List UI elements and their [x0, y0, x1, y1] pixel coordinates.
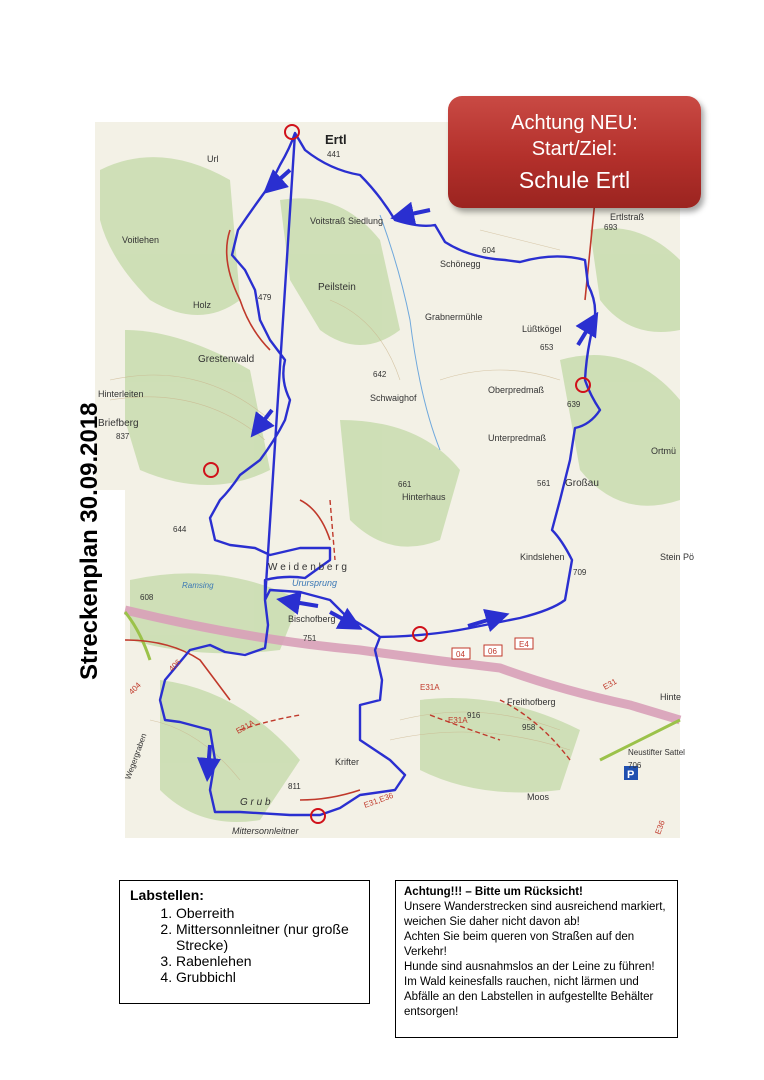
place-ortmuehle: Ortmü [651, 446, 677, 456]
vertical-title: Streckenplan 30.09.2018 [76, 402, 103, 680]
place-schwaighof: Schwaighof [370, 393, 417, 403]
road-label: 06 [488, 647, 497, 656]
warning-box [395, 880, 678, 1038]
elevation-label: 709 [573, 568, 587, 577]
elevation-label: 639 [567, 400, 581, 409]
warning-line: Unsere Wanderstrecken sind ausreichend markiert, weichen Sie daher nicht davon ab! [404, 901, 666, 928]
labstellen-list [130, 905, 359, 985]
place-ertl: Ertl [325, 132, 347, 147]
elevation-label: 751 [303, 634, 317, 643]
elevation-label: 958 [522, 723, 536, 732]
place-ertlstrass: Ertlstraß [610, 212, 645, 222]
place-grub: G r u b [240, 797, 271, 808]
parking-label: P [627, 769, 635, 781]
place-oberpredmass: Oberpredmaß [488, 385, 545, 395]
road-label: E36 [653, 819, 667, 836]
place-luesstkoegel: Lüßtkögel [522, 324, 562, 334]
elevation-label: 661 [398, 480, 412, 489]
place-unterpredmass: Unterpredmaß [488, 433, 547, 443]
elevation-label: 653 [540, 343, 554, 352]
road-label: 04 [456, 650, 465, 659]
place-hinterhaus: Hinterhaus [402, 492, 446, 502]
road-label: E31 [601, 676, 619, 692]
labstelle-item: 2. Mittersonnleitner (nur große Strecke) [176, 921, 359, 953]
place-ramsing: Ramsing [182, 581, 214, 590]
elevation-label: 642 [373, 370, 387, 379]
elevation-label: 479 [258, 293, 272, 302]
place-steinp: Stein Pö [660, 552, 695, 562]
place-grossau: Großau [565, 478, 599, 489]
place-grestenwald: Grestenwald [198, 354, 255, 365]
elevation-label: 916 [467, 711, 481, 720]
elevation-label: 693 [604, 223, 618, 232]
elevation-label: 644 [173, 525, 187, 534]
place-briefberg: Briefberg [98, 418, 139, 429]
warning-line: Achten Sie beim queren von Straßen auf den Verkehr! [404, 931, 635, 958]
labstellen-title: Labstellen: [130, 887, 204, 903]
elevation-label: 608 [140, 593, 154, 602]
place-weidenberg: W e i d e n b e r g [268, 562, 347, 573]
place-hinte: Hinte [660, 692, 682, 702]
elevation-label: 837 [116, 432, 130, 441]
place-grabnermuehle: Grabnermühle [425, 312, 483, 322]
place-voitlehen: Voitlehen [122, 235, 160, 245]
notice-banner [448, 96, 701, 208]
notice-line-1: Achtung NEU: [511, 112, 638, 134]
road-label: E31A [234, 718, 256, 736]
warning-line: Hunde sind ausnahmslos an der Leine zu führen! [404, 961, 655, 973]
place-mittersonnleitner: Mittersonnleitner [232, 826, 299, 836]
place-wegergraben: Wegergraben [123, 732, 149, 781]
road-label: 406 [167, 657, 183, 674]
place-freithofberg: Freithofberg [507, 697, 556, 707]
place-holz: Holz [193, 300, 212, 310]
place-bischofberg: Bischofberg [288, 614, 336, 624]
place-neustifter: Neustifter Sattel [628, 748, 685, 757]
elevation-label: 604 [482, 246, 496, 255]
labstelle-item: 3. Rabenlehen [176, 953, 359, 969]
warning-line: Im Wald keinesfalls rauchen, nicht lärmen und Abfälle an den Labstellen in aufgestellte Behälter entsorgen! [404, 976, 654, 1018]
place-krifter: Krifter [335, 757, 360, 767]
elevation-label: 561 [537, 479, 551, 488]
road-label: E31A [448, 716, 468, 725]
labstelle-item: 1. Oberreith [176, 905, 359, 921]
place-peilstein: Peilstein [318, 282, 356, 293]
place-moos: Moos [527, 792, 550, 802]
place-kindslehen: Kindslehen [520, 552, 565, 562]
notice-line-2: Start/Ziel: [531, 138, 618, 160]
place-url: Url [207, 154, 219, 164]
place-urursprung: Urursprung [292, 578, 338, 588]
place-schoenegg: Schönegg [440, 259, 481, 269]
road-label: 404 [127, 680, 143, 697]
elevation-label: 706 [628, 761, 642, 770]
notice-line-3: Schule Ertl [518, 167, 631, 193]
place-voitstrass: Voitstraß Siedlung [310, 216, 384, 226]
elevation-label: 811 [288, 782, 301, 791]
road-label: E31,E36 [362, 790, 395, 810]
labstellen-box [119, 880, 370, 1004]
road-label: E31A [420, 683, 440, 692]
labstelle-item: 4. Grubbichl [176, 969, 359, 985]
place-hinterleiten: Hinterleiten [98, 389, 144, 399]
road-label: E4 [519, 640, 529, 649]
warning-title: Achtung!!! – Bitte um Rücksicht! [404, 886, 583, 898]
elevation-label: 441 [327, 150, 341, 159]
